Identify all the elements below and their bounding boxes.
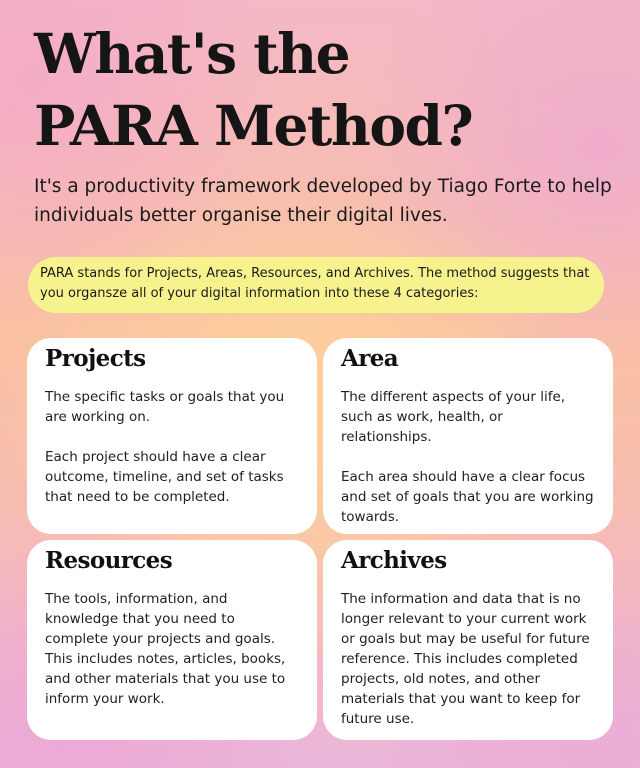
- card-text-area-1: The different aspects of your life, such as work, health, or relationships.: [341, 389, 566, 445]
- subtitle: It's a productivity framework developed by Tiago Forte to help individuals better organise their digital lives.: [34, 176, 612, 226]
- card-resources: [27, 540, 317, 740]
- card-text-resources: The tools, information, and knowledge that you need to complete your projects and goals. This includes notes, articles, books, and other materials that you use to inform your work.: [45, 591, 286, 707]
- card-text-projects-2: Each project should have a clear outcome, timeline, and set of tasks that need to be completed.: [45, 449, 284, 505]
- title-line-2: PARA Method?: [34, 93, 473, 158]
- card-heading-projects: Projects: [45, 345, 146, 372]
- card-projects: [27, 338, 317, 534]
- card-heading-archives: Archives: [341, 547, 447, 574]
- title-line-1: What's the: [34, 21, 350, 86]
- card-text-archives: The information and data that is no longer relevant to your current work or goals but may be useful for future reference. This includes completed projects, old notes, and other materials that you want to keep for future use.: [341, 591, 590, 727]
- intro-highlight: PARA stands for Projects, Areas, Resources, and Archives. The method suggests that you organsze all of your digital information into these 4 categories:: [28, 257, 604, 313]
- page-title: [34, 18, 624, 162]
- card-heading-area: Area: [341, 345, 399, 372]
- card-heading-resources: Resources: [45, 547, 173, 574]
- card-archives: [323, 540, 613, 740]
- card-text-projects-1: The specific tasks or goals that you are working on.: [45, 389, 285, 425]
- card-area: [323, 338, 613, 534]
- card-text-area-2: Each area should have a clear focus and set of goals that you are working towards.: [341, 469, 594, 525]
